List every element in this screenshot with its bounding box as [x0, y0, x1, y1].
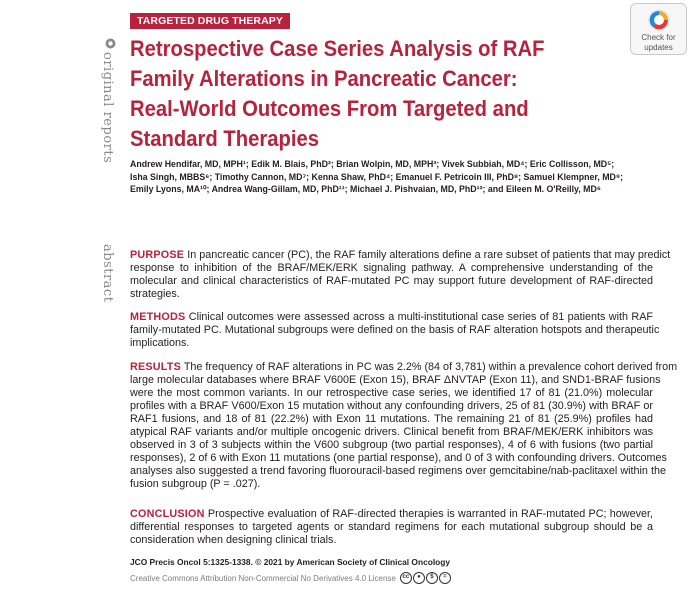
abstract-line: atypical RAF variants and/or multiple oncogenic drivers. Clinical benefit from BRAF/MEK/ERK inhibitors was	[130, 426, 653, 438]
badge-line-1: Check for	[641, 33, 676, 42]
abstract-line: fusion subgroup (P = .027).	[130, 478, 261, 490]
author-line: Emily Lyons, MA¹⁰; Andrea Wang-Gillam, MD, PhD¹¹; Michael J. Pishvaian, MD, PhD¹²; and Eileen M. O'Reilly, MD⁶	[130, 184, 601, 195]
abstract-line: profiles with a BRAF V600/Exon 15 mutation without any confounding drivers, 25 of 81 (30.9%) with BRAF or	[130, 400, 653, 412]
author-line: Andrew Hendifar, MD, MPH¹; Edik M. Blais, PhD²; Brian Wolpin, MD, MPH³; Vivek Subbiah, MD⁴; Eric Collisson, MD⁵;	[130, 159, 615, 169]
abstract-line: molecular and clinical characteristics of RAF-mutated PC may support future development of RAF-directed	[130, 275, 653, 287]
results-text: The frequency of RAF alterations in PC was 2.2% (84 of 3,781) within a prevalence cohort derived from	[183, 361, 678, 373]
methods-heading: METHODS	[130, 311, 186, 323]
check-updates-icon	[647, 8, 671, 32]
section-label: TARGETED DRUG THERAPY	[130, 13, 290, 29]
title-line: Standard Therapies	[130, 126, 320, 151]
cc-license-icons	[400, 572, 451, 584]
abstract-line	[130, 249, 671, 262]
abstract-line: family-mutated PC. Mutational subgroups were defined on the basis of RAF alteration hotspots and therapeutic	[130, 324, 660, 336]
abstract-line: analyses also suggested a trend favoring fluorouracil-based regimens over gemcitabine/nab-paclitaxel within the	[130, 465, 666, 477]
conclusion-text: Prospective evaluation of RAF-directed therapies is warranted in RAF-mutated PC; however,	[207, 508, 654, 520]
abstract-line: responses), 2 of 6 with Exon 11 mutations (one partial response), and 0 of 3 with confounding drivers. Outcomes	[130, 452, 667, 464]
article-title	[130, 34, 553, 154]
abstract-conclusion	[130, 508, 653, 547]
by-icon: ●	[413, 572, 425, 584]
abstract-line	[130, 508, 653, 521]
license-text[interactable]: Creative Commons Attribution Non-Commercial No Derivatives 4.0 License	[130, 573, 396, 583]
title-line: Real-World Outcomes From Targeted and	[130, 96, 529, 121]
citation-line: JCO Precis Oncol 5:1325-1338. © 2021 by American Society of Clinical Oncology	[130, 557, 451, 567]
methods-text: Clinical outcomes were assessed across a multi-institutional case series of 81 patients with RAF	[188, 311, 653, 323]
license-line	[130, 572, 451, 584]
journal-logo-icon	[105, 38, 116, 49]
abstract-methods	[130, 311, 660, 350]
side-label-original-reports: original reports	[100, 52, 115, 164]
title-line: Family Alterations in Pancreatic Cancer:	[130, 66, 518, 91]
abstract-line	[130, 311, 653, 324]
abstract-line: implications.	[130, 337, 190, 349]
results-heading: RESULTS	[130, 361, 181, 373]
nc-icon: $	[426, 572, 438, 584]
abstract-line: large molecular databases where BRAF V600E (Exon 15), BRAF ΔNVTAP (Exon 11), and SND1-BRAF fusions	[130, 374, 661, 386]
abstract-line: response to inhibition of the BRAF/MEK/ERK signaling pathway. A comprehensive understanding of the	[130, 262, 653, 274]
conclusion-heading: CONCLUSION	[130, 508, 205, 520]
abstract-line: consideration when designing clinical trials.	[130, 534, 337, 546]
abstract-line	[130, 361, 678, 374]
author-line: Isha Singh, MBBS⁶; Timothy Cannon, MD⁷; Kenna Shaw, PhD⁴; Emanuel F. Petricoin III, PhD⁸; Samuel Klempner, MD⁹;	[130, 171, 624, 182]
purpose-text: In pancreatic cancer (PC), the RAF family alterations define a rare subset of patients that may predict	[187, 249, 671, 261]
author-list	[130, 158, 670, 196]
abstract-line: observed in 3 of 3 subjects within the V600 subgroup (two partial responses), 4 of 6 with fusions (two partial	[130, 439, 653, 451]
abstract-line: RAF1 fusions, and 18 of 81 (22.2%) with Exon 11 mutations. The remaining 21 of 81 (25.9%) profiles had	[130, 413, 653, 425]
abstract-line: differential responses to targeted agents or standard regimens for each mutational subgroup should be a	[130, 521, 653, 533]
side-label-abstract: abstract	[100, 244, 115, 303]
nd-icon: =	[439, 572, 451, 584]
title-line: Retrospective Case Series Analysis of RAF	[130, 36, 545, 61]
badge-line-2: updates	[644, 43, 673, 52]
abstract-line: strategies.	[130, 288, 180, 300]
purpose-heading: PURPOSE	[130, 249, 185, 261]
abstract-line: were the most common variants. In our retrospective case series, we identified 17 of 81 (21.0%) molecular	[130, 387, 653, 399]
cc-icon: cc	[400, 572, 412, 584]
check-for-updates-badge[interactable]	[630, 3, 687, 55]
abstract-purpose	[130, 249, 671, 301]
abstract-results	[130, 361, 678, 491]
